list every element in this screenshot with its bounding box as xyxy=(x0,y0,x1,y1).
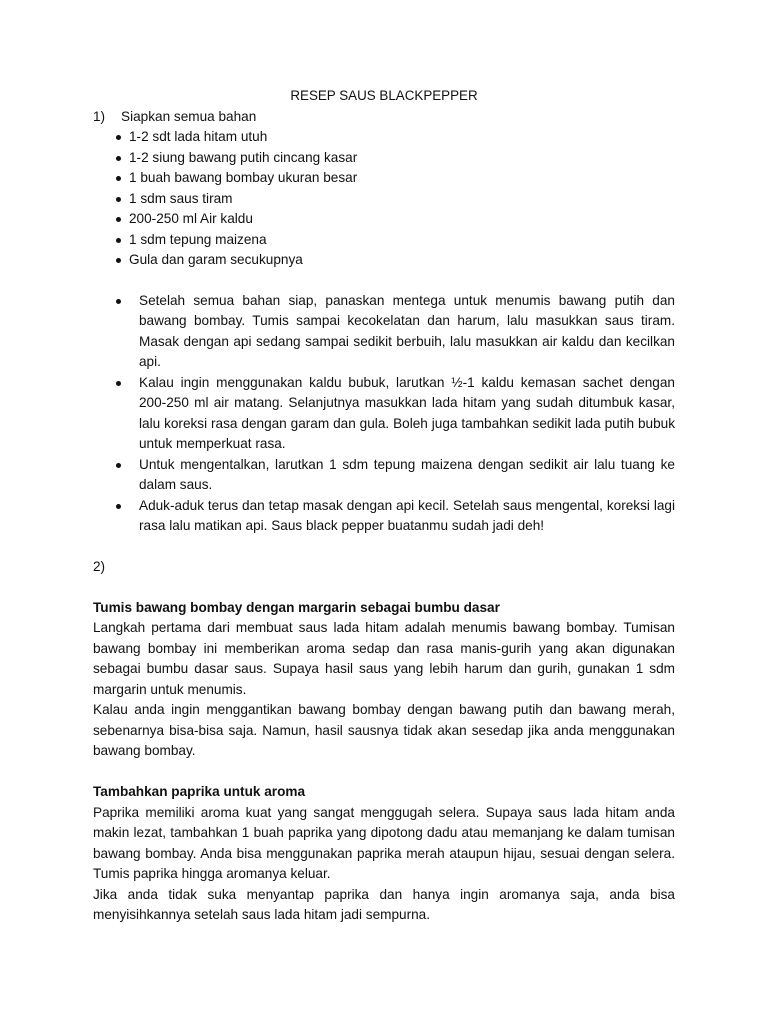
paragraph: Langkah pertama dari membuat saus lada hitam adalah menumis bawang bombay. Tumisan bawang bombay ini memberikan aroma sedap dan rasa manis-gurih yang akan digunakan sebagai bumbu dasar saus. Supaya hasil saus yang lebih harum dan gurih, gunakan 1 sdm margarin untuk menumis. xyxy=(93,620,675,697)
ingredient-item: 1 buah bawang bombay ukuran besar xyxy=(93,168,675,189)
ingredient-item: Gula dan garam secukupnya xyxy=(93,250,675,271)
ingredient-item: 1-2 siung bawang putih cincang kasar xyxy=(93,148,675,169)
section-1-number: 1) xyxy=(93,108,106,124)
step-item: Aduk-aduk terus dan tetap masak dengan api kecil. Setelah saus mengental, koreksi lagi rasa lalu matikan api. Saus black pepper buatanmu sudah jadi deh! xyxy=(93,496,675,537)
ingredient-item: 200-250 ml Air kaldu xyxy=(93,209,675,230)
spacer xyxy=(93,762,675,783)
section-2-number: 2) xyxy=(93,558,106,574)
step-item: Kalau ingin menggunakan kaldu bubuk, larutkan ½-1 kaldu kemasan sachet dengan 200-250 ml air matang. Selanjutnya masukkan lada hitam yang sudah ditumbuk kasar, lalu koreksi rasa dengan garam dan gula. Boleh juga tambahkan sedikit lada putih bubuk untuk memperkuat rasa. xyxy=(93,373,675,455)
paragraph: Jika anda tidak suka menyantap paprika dan hanya ingin aromanya saja, anda bisa menyisihkannya setelah saus lada hitam jadi sempurna. xyxy=(93,886,675,922)
ingredient-item: 1-2 sdt lada hitam utuh xyxy=(93,127,675,148)
step-list xyxy=(93,291,675,537)
subsection-heading: Tambahkan paprika untuk aroma xyxy=(93,784,306,799)
section-2 xyxy=(93,557,675,926)
ingredient-item: 1 sdm tepung maizena xyxy=(93,230,675,251)
subsection-heading: Tumis bawang bombay dengan margarin sebagai bumbu dasar xyxy=(93,599,500,615)
ingredient-item: 1 sdm saus tiram xyxy=(93,189,675,210)
spacer xyxy=(93,577,675,598)
ingredient-list xyxy=(93,127,675,271)
step-item: Setelah semua bahan siap, panaskan mentega untuk menumis bawang putih dan bawang bombay. Tumis sampai kecokelatan dan harum, lalu masukkan saus tiram. Masak dengan api sedang sampai sedikit berbuih, lalu masukkan air kaldu dan kecilkan api. xyxy=(93,291,675,373)
paragraph: Kalau anda ingin menggantikan bawang bombay dengan bawang putih dan bawang merah, sebenarnya bisa-bisa saja. Namun, hasil sausnya tidak akan sesedap jika anda menggunakan bawang bombay. xyxy=(93,702,675,758)
document-title: RESEP SAUS BLACKPEPPER xyxy=(290,88,478,103)
document-content xyxy=(93,86,675,926)
section-1-heading xyxy=(93,107,675,128)
paragraph: Paprika memiliki aroma kuat yang sangat menggugah selera. Supaya saus lada hitam anda makin lezat, tambahkan 1 buah paprika yang dipotong dadu atau memanjang ke dalam tumisan bawang bombay. Anda bisa menggunakan paprika merah ataupun hijau, sesuai dengan selera. Tumis paprika hingga aromanya keluar. xyxy=(93,804,675,881)
section-1-heading-text: Siapkan semua bahan xyxy=(121,108,257,124)
step-item: Untuk mengentalkan, larutkan 1 sdm tepung maizena dengan sedikit air lalu tuang ke dalam saus. xyxy=(93,455,675,496)
